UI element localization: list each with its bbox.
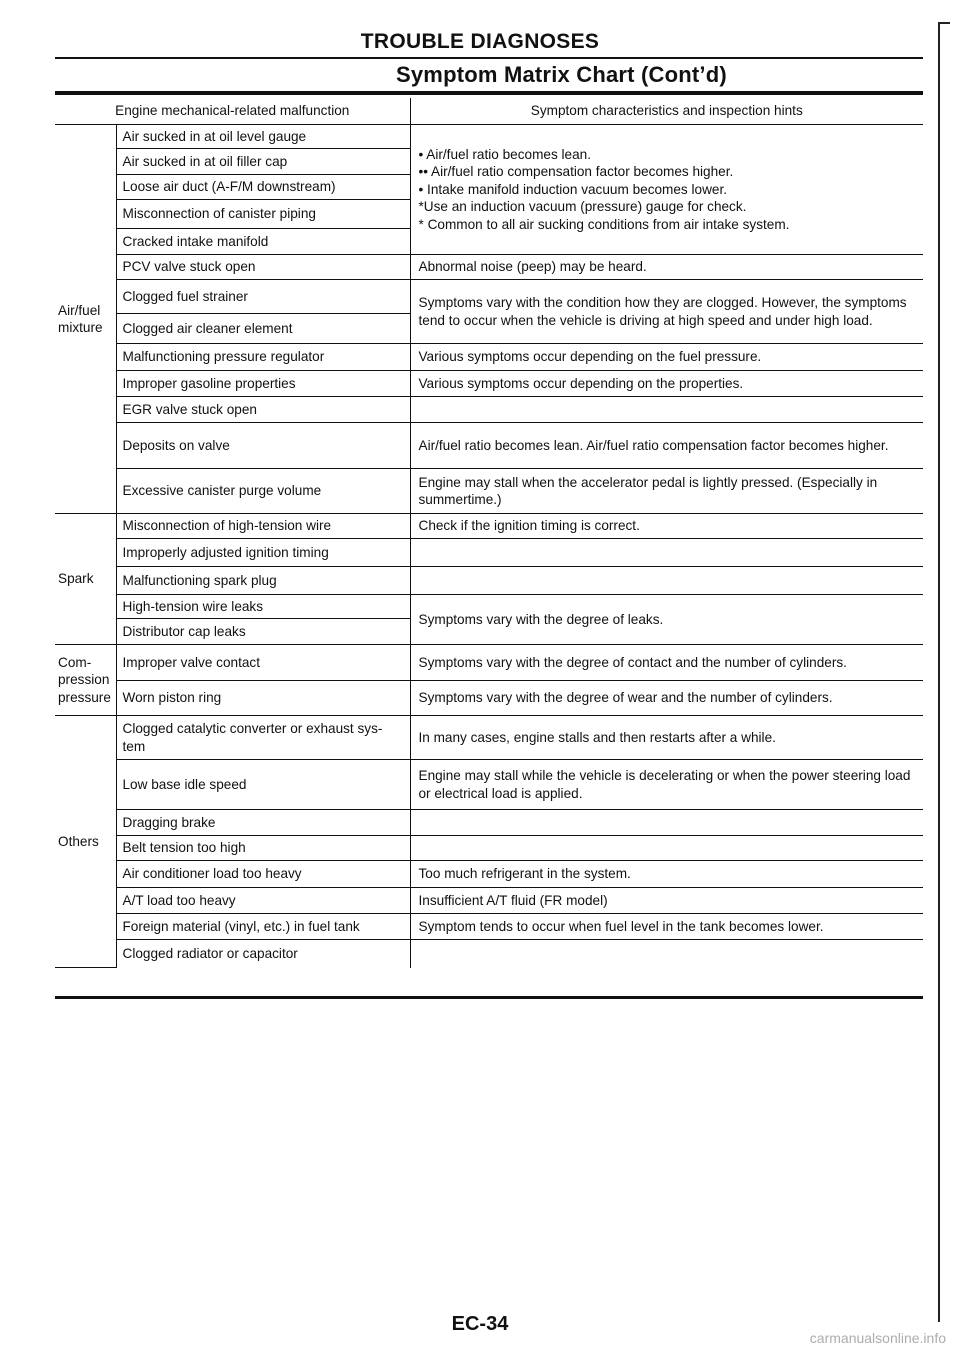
table-row xyxy=(55,397,923,423)
malfunction-cell: Improper gasoline properties xyxy=(116,371,410,397)
symptom-line: •• Air/fuel ratio compensation factor becomes higher. xyxy=(418,164,734,180)
table-row xyxy=(55,125,923,149)
table-row xyxy=(55,280,923,314)
malfunction-cell: Clogged air cleaner element xyxy=(116,314,410,344)
watermark: carmanualsonline.info xyxy=(809,1330,946,1346)
table-row xyxy=(55,914,923,940)
malfunction-cell: Belt tension too high xyxy=(116,836,410,861)
table-row xyxy=(55,760,923,810)
table-row xyxy=(55,940,923,968)
malfunction-cell: Improper valve contact xyxy=(116,645,410,681)
malfunction-cell: Clogged radiator or capacitor xyxy=(116,940,410,968)
symptom-clogged: Symptoms vary with the condition how they are clogged. However, the symptoms tend to occur when the vehicle is driving at high speed and under high load. xyxy=(410,280,923,344)
symptom-leaks: Symptoms vary with the degree of leaks. xyxy=(410,595,923,645)
symptom-cell: Symptom tends to occur when fuel level in the tank becomes lower. xyxy=(410,914,923,940)
table-row xyxy=(55,716,923,760)
malfunction-cell: PCV valve stuck open xyxy=(116,255,410,280)
malfunction-cell: Improperly adjusted ignition timing xyxy=(116,539,410,567)
table-row xyxy=(55,595,923,619)
table-row xyxy=(55,371,923,397)
table-row xyxy=(55,836,923,861)
table-row xyxy=(55,344,923,371)
page-subtitle: Symptom Matrix Chart (Cont’d) xyxy=(396,62,727,87)
table-header-row xyxy=(55,98,923,125)
malfunction-cell: Low base idle speed xyxy=(116,760,410,810)
symptom-air-suck xyxy=(410,125,923,255)
subtitle-rule xyxy=(55,91,923,95)
symptom-cell: Symptoms vary with the degree of wear and the number of cylinders. xyxy=(410,681,923,716)
malfunction-cell: Excessive canister purge volume xyxy=(116,469,410,514)
symptom-line: *Use an induction vacuum (pressure) gauge for check. xyxy=(418,199,747,215)
page-edge-mark xyxy=(938,22,958,1322)
table-row xyxy=(55,810,923,836)
malfunction-cell: Misconnection of high-tension wire xyxy=(116,514,410,539)
symptom-cell: Various symptoms occur depending on the fuel pressure. xyxy=(410,344,923,371)
malfunction-cell: EGR valve stuck open xyxy=(116,397,410,423)
malfunction-cell: Malfunctioning spark plug xyxy=(116,567,410,595)
malfunction-cell: Clogged catalytic converter or exhaust sys- tem xyxy=(116,716,410,760)
malfunction-cell: A/T load too heavy xyxy=(116,888,410,914)
table-row xyxy=(55,888,923,914)
category-air-fuel: Air/fuel mixture xyxy=(55,125,116,514)
table-row xyxy=(55,423,923,469)
malfunction-cell: Distributor cap leaks xyxy=(116,619,410,645)
category-others: Others xyxy=(55,716,116,968)
header-symptoms: Symptom characteristics and inspection hints xyxy=(410,98,923,125)
page-number: EC-34 xyxy=(451,1313,509,1335)
title-rule xyxy=(55,57,923,59)
table-row xyxy=(55,539,923,567)
malfunction-cell: Clogged fuel strainer xyxy=(116,280,410,314)
malfunction-cell: Air sucked in at oil level gauge xyxy=(116,125,410,149)
category-spark: Spark xyxy=(55,514,116,645)
symptom-cell xyxy=(410,397,923,423)
table-row xyxy=(55,681,923,716)
page-corner-mark xyxy=(938,22,950,24)
page-title: TROUBLE DIAGNOSES xyxy=(360,30,600,53)
malfunction-cell: Worn piston ring xyxy=(116,681,410,716)
malfunction-cell: Cracked intake manifold xyxy=(116,229,410,255)
table-row xyxy=(55,469,923,514)
symptom-cell xyxy=(410,940,923,968)
symptom-line: • Intake manifold induction vacuum becomes lower. xyxy=(418,181,728,197)
symptom-cell xyxy=(410,810,923,836)
table-row xyxy=(55,861,923,888)
malfunction-cell: Air sucked in at oil filler cap xyxy=(116,149,410,175)
symptom-cell: Check if the ignition timing is correct. xyxy=(410,514,923,539)
symptom-cell: Too much refrigerant in the system. xyxy=(410,861,923,888)
table-row xyxy=(55,567,923,595)
malfunction-cell: Deposits on valve xyxy=(116,423,410,469)
symptom-cell: Air/fuel ratio becomes lean. Air/fuel ratio compensation factor becomes higher. xyxy=(410,423,923,469)
malfunction-cell: Misconnection of canister piping xyxy=(116,200,410,229)
symptom-cell: Symptoms vary with the degree of contact and the number of cylinders. xyxy=(410,645,923,681)
symptom-cell xyxy=(410,539,923,567)
symptom-line: * Common to all air sucking conditions from air intake system. xyxy=(418,216,790,232)
symptom-cell xyxy=(410,567,923,595)
symptom-cell: Engine may stall when the accelerator pedal is lightly pressed. (Especially in summertime.) xyxy=(410,469,923,514)
symptom-cell xyxy=(410,836,923,861)
category-compression: Com- pression pressure xyxy=(55,645,116,716)
symptom-cell: Various symptoms occur depending on the properties. xyxy=(410,371,923,397)
malfunction-cell: Dragging brake xyxy=(116,810,410,836)
malfunction-cell: Loose air duct (A-F/M downstream) xyxy=(116,175,410,200)
header-malfunction: Engine mechanical-related malfunction xyxy=(55,98,410,125)
symptom-line: • Air/fuel ratio becomes lean. xyxy=(418,147,592,163)
symptom-cell: Engine may stall while the vehicle is decelerating or when the power steering load or electrical load is applied. xyxy=(410,760,923,810)
malfunction-cell: Foreign material (vinyl, etc.) in fuel tank xyxy=(116,914,410,940)
table-row xyxy=(55,645,923,681)
table-row xyxy=(55,514,923,539)
malfunction-cell: Malfunctioning pressure regulator xyxy=(116,344,410,371)
symptom-matrix-table xyxy=(55,98,923,968)
symptom-cell: In many cases, engine stalls and then restarts after a while. xyxy=(410,716,923,760)
malfunction-cell: Air conditioner load too heavy xyxy=(116,861,410,888)
malfunction-cell: High-tension wire leaks xyxy=(116,595,410,619)
symptom-cell: Abnormal noise (peep) may be heard. xyxy=(410,255,923,280)
symptom-cell: Insufficient A/T fluid (FR model) xyxy=(410,888,923,914)
table-bottom-rule xyxy=(55,996,923,999)
table-row xyxy=(55,255,923,280)
